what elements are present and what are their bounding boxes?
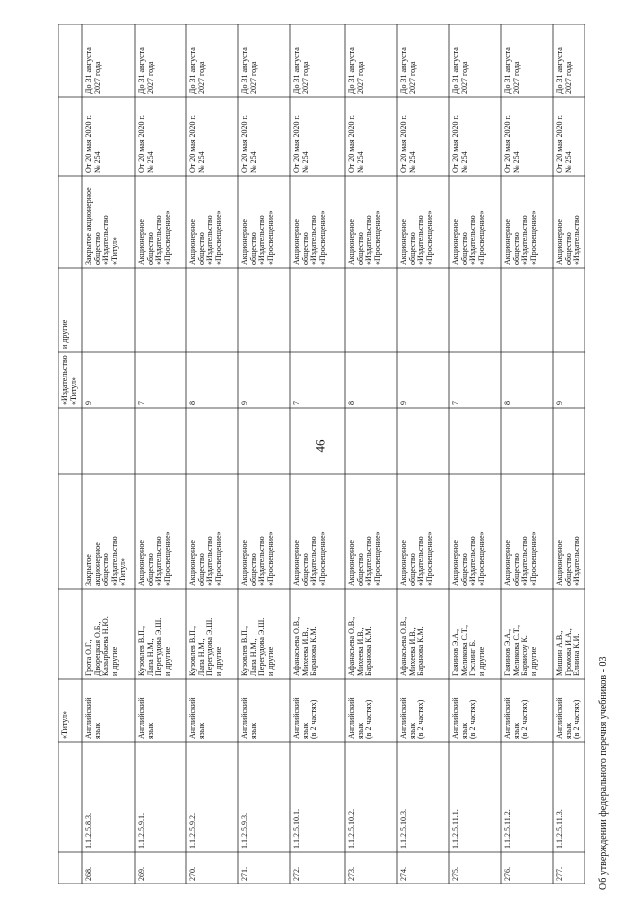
top-row-publisher2 bbox=[58, 679, 82, 742]
cell-publisher bbox=[345, 474, 397, 589]
cell-num-text: 277. bbox=[555, 867, 564, 881]
cell-publisher-text: Акционерное общество «Издательство «Просвещение» bbox=[292, 531, 327, 586]
cell-subject bbox=[449, 679, 501, 742]
cell-code-text: 1.1.2.5.11.2. bbox=[503, 809, 512, 849]
cell-publisher2 bbox=[345, 176, 397, 268]
cell-order bbox=[238, 97, 290, 176]
cell-num bbox=[238, 852, 290, 884]
cell-publisher bbox=[397, 474, 449, 589]
cell-code-text: 1.1.2.5.10.2. bbox=[347, 809, 356, 849]
cell-num bbox=[501, 852, 553, 884]
cell-num bbox=[449, 852, 501, 884]
cell-subject-text: Английский язык (в 2 частях) bbox=[347, 697, 374, 739]
cell-publisher2 bbox=[290, 176, 345, 268]
top-row-publisher-text: «Издательство «Титул» bbox=[60, 355, 78, 405]
cell-authors bbox=[501, 589, 553, 679]
cell-authors-text: Афанасьева О.В., Михеева И.В., Баранова К.М. bbox=[347, 616, 374, 676]
cell-publisher-text: Акционерное общество «Издательство bbox=[555, 536, 582, 586]
cell-code-text: 1.1.2.5.11.3. bbox=[555, 809, 564, 849]
cell-code-text: 1.1.2.5.10.3. bbox=[399, 809, 408, 849]
cell-grade-text: 7 bbox=[137, 401, 146, 405]
cell-authors-text: Кузовлев В.П., Лапа Н.М., Перегудова Э.Ш. и другие bbox=[188, 617, 223, 676]
cell-authors bbox=[135, 589, 186, 679]
cell-order-text: От 20 мая 2020 г. № 254 bbox=[292, 115, 310, 173]
cell-publisher2 bbox=[186, 176, 238, 268]
cell-publisher-text: Акционерное общество «Издательство «Просвещение» bbox=[451, 531, 486, 586]
cell-code bbox=[397, 742, 449, 852]
cell-authors-text: Гаяинов Э.А., Меликова С.Т., Гэслинг Б. и другие bbox=[451, 625, 486, 676]
cell-grade-text: 8 bbox=[188, 401, 197, 405]
cell-term-text: До 31 августа 2027 года bbox=[137, 47, 155, 94]
cell-authors-text: Гаяинов Э.А., Меликова С.Т., Барвисоу К. и другие bbox=[503, 625, 538, 676]
cell-publisher bbox=[553, 474, 585, 589]
cell-code bbox=[290, 742, 345, 852]
cell-authors-text: Афанасьева О.В., Михеева И.В., Баранова К.М. bbox=[292, 616, 319, 676]
cell-grade bbox=[345, 352, 397, 408]
cell-order bbox=[397, 97, 449, 176]
cell-authors-text: Кузовлев В.П., Лапа Н.М., Перегудова Э.Ш. и другие bbox=[137, 617, 172, 676]
cell-code-text: 1.1.2.5.11.1. bbox=[451, 809, 460, 849]
cell-publisher bbox=[82, 474, 135, 589]
cell-publisher2 bbox=[238, 176, 290, 268]
cell-subject-text: Английский язык bbox=[188, 697, 206, 739]
cell-publisher2 bbox=[449, 176, 501, 268]
cell-order-text: От 20 мая 2020 г. № 254 bbox=[347, 115, 365, 173]
page-number: 46 bbox=[312, 439, 328, 453]
cell-publisher2-text: Акционерное общество «Издательство «Просвещение» bbox=[503, 210, 538, 265]
cell-grade bbox=[238, 352, 290, 408]
cell-code-text: 1.1.2.5.10.1. bbox=[292, 809, 301, 849]
cell-order-text: От 20 мая 2020 г. № 254 bbox=[503, 115, 521, 173]
cell-grade bbox=[501, 352, 553, 408]
cell-order bbox=[345, 97, 397, 176]
cell-code bbox=[345, 742, 397, 852]
cell-term-text: До 31 августа 2027 года bbox=[503, 47, 521, 94]
cell-num-text: 275. bbox=[451, 867, 460, 881]
cell-publisher bbox=[135, 474, 186, 589]
cell-code bbox=[553, 742, 585, 852]
cell-num-text: 268. bbox=[84, 867, 93, 881]
cell-code-text: 1.1.2.5.9.3. bbox=[240, 813, 249, 849]
top-row-publisher2-text: «Титул» bbox=[60, 711, 69, 739]
cell-code bbox=[449, 742, 501, 852]
cell-term-text: До 31 августа 2027 года bbox=[451, 47, 469, 94]
cell-publisher bbox=[290, 474, 345, 589]
cell-publisher bbox=[186, 474, 238, 589]
cell-term-text: До 31 августа 2027 года bbox=[188, 47, 206, 94]
cell-grade bbox=[186, 352, 238, 408]
cell-term bbox=[345, 24, 397, 97]
cell-publisher-text: Акционерное общество «Издательство «Просвещение» bbox=[399, 531, 434, 586]
cell-publisher2 bbox=[397, 176, 449, 268]
cell-subject bbox=[82, 679, 135, 742]
cell-grade-text: 8 bbox=[347, 401, 356, 405]
cell-order-text: От 20 мая 2020 г. № 254 bbox=[555, 115, 573, 173]
cell-subject bbox=[290, 679, 345, 742]
cell-term-text: До 31 августа 2027 года bbox=[240, 47, 258, 94]
cell-publisher2 bbox=[553, 176, 585, 268]
cell-num-text: 274. bbox=[399, 867, 408, 881]
cell-subject-text: Английский язык (в 2 частях) bbox=[399, 697, 426, 739]
cell-order-text: От 20 мая 2020 г. № 254 bbox=[240, 115, 258, 173]
footer-text: Об утверждении федерального перечня учебников - 03 bbox=[598, 656, 609, 890]
cell-publisher2 bbox=[82, 176, 135, 268]
cell-grade-text: 9 bbox=[555, 401, 564, 405]
cell-publisher bbox=[238, 474, 290, 589]
cell-authors bbox=[345, 589, 397, 679]
cell-publisher-text: Закрытое акционерное общество «Издательство «Титул» bbox=[84, 536, 128, 586]
cell-order-text: От 20 мая 2020 г. № 254 bbox=[399, 115, 417, 173]
cell-order-text: От 20 мая 2020 г. № 254 bbox=[84, 115, 102, 173]
cell-publisher2-text: Закрытое акционерное общество «Издательство «Титул» bbox=[84, 187, 119, 265]
cell-publisher bbox=[501, 474, 553, 589]
cell-authors-text: Афанасьева О.В., Михеева И.В., Баранова К.М. bbox=[399, 616, 426, 676]
cell-subject-text: Английский язык (в 2 частях) bbox=[555, 697, 582, 739]
cell-authors bbox=[290, 589, 345, 679]
cell-grade bbox=[135, 352, 186, 408]
cell-num bbox=[135, 852, 186, 884]
cell-num bbox=[290, 852, 345, 884]
top-row-authors bbox=[58, 268, 82, 352]
cell-term bbox=[186, 24, 238, 97]
cell-order bbox=[82, 97, 135, 176]
cell-subject-text: Английский язык (в 2 частях) bbox=[292, 697, 319, 739]
cell-code-text: 1.1.2.5.8.3. bbox=[84, 813, 93, 849]
cell-publisher2-text: Акционерное общество «Издательство «Просвещение» bbox=[347, 210, 382, 265]
cell-subject-text: Английский язык (в 2 частях) bbox=[503, 697, 530, 739]
cell-order bbox=[553, 97, 585, 176]
cell-subject bbox=[186, 679, 238, 742]
cell-term bbox=[82, 24, 135, 97]
cell-grade bbox=[290, 352, 345, 408]
cell-publisher2 bbox=[501, 176, 553, 268]
cell-publisher-text: Акционерное общество «Издательство «Просвещение» bbox=[188, 531, 223, 586]
cell-term-text: До 31 августа 2027 года bbox=[84, 47, 102, 94]
cell-term-text: До 31 августа 2027 года bbox=[347, 47, 365, 94]
cell-grade bbox=[397, 352, 449, 408]
cell-order bbox=[290, 97, 345, 176]
cell-num-text: 270. bbox=[188, 867, 197, 881]
cell-num bbox=[397, 852, 449, 884]
cell-num-text: 269. bbox=[137, 867, 146, 881]
cell-publisher2-text: Акционерное общество «Издательство «Просвещение» bbox=[451, 210, 486, 265]
cell-subject-text: Английский язык bbox=[240, 697, 258, 739]
cell-order bbox=[501, 97, 553, 176]
cell-grade-text: 7 bbox=[292, 401, 301, 405]
cell-order bbox=[135, 97, 186, 176]
cell-publisher-text: Акционерное общество «Издательство «Просвещение» bbox=[137, 531, 172, 586]
cell-authors bbox=[449, 589, 501, 679]
cell-publisher2 bbox=[135, 176, 186, 268]
cell-order-text: От 20 мая 2020 г. № 254 bbox=[188, 115, 206, 173]
cell-num-text: 272. bbox=[292, 867, 301, 881]
cell-publisher2-text: Акционерное общество «Издательство «Просвещение» bbox=[292, 210, 327, 265]
cell-term bbox=[501, 24, 553, 97]
cell-grade bbox=[449, 352, 501, 408]
cell-subject-text: Английский язык (в 2 частях) bbox=[451, 697, 478, 739]
document-table-rotated bbox=[58, 24, 585, 884]
cell-code bbox=[82, 742, 135, 852]
cell-subject bbox=[397, 679, 449, 742]
cell-code bbox=[501, 742, 553, 852]
cell-num bbox=[186, 852, 238, 884]
cell-term-text: До 31 августа 2027 года bbox=[399, 47, 417, 94]
cell-num bbox=[345, 852, 397, 884]
cell-term-text: До 31 августа 2027 года bbox=[292, 47, 310, 94]
cell-publisher2-text: Акционерное общество «Издательство bbox=[555, 215, 582, 265]
cell-grade-text: 9 bbox=[399, 401, 408, 405]
cell-grade-text: 7 bbox=[451, 401, 460, 405]
cell-code bbox=[186, 742, 238, 852]
cell-authors-text: Кузовлев В.П., Лапа Н.М., Перегудова Э.Ш. и другие bbox=[240, 617, 275, 676]
cell-subject-text: Английский язык bbox=[84, 697, 102, 739]
cell-publisher2-text: Акционерное общество «Издательство «Просвещение» bbox=[137, 210, 172, 265]
cell-grade-text: 9 bbox=[240, 401, 249, 405]
top-row-publisher bbox=[58, 352, 82, 408]
cell-authors bbox=[82, 589, 135, 679]
cell-subject bbox=[238, 679, 290, 742]
cell-publisher bbox=[449, 474, 501, 589]
cell-subject bbox=[135, 679, 186, 742]
cell-code bbox=[135, 742, 186, 852]
cell-grade-text: 8 bbox=[503, 401, 512, 405]
cell-publisher2-text: Акционерное общество «Издательство «Просвещение» bbox=[399, 210, 434, 265]
cell-order bbox=[186, 97, 238, 176]
cell-authors-text: Грота О.Г., Дворецкая О.Б., Казырбаева Н.Ю. и другие bbox=[84, 616, 119, 676]
top-row-authors-text: и другие bbox=[60, 319, 69, 349]
cell-subject bbox=[501, 679, 553, 742]
cell-term bbox=[135, 24, 186, 97]
cell-order-text: От 20 мая 2020 г. № 254 bbox=[451, 115, 469, 173]
cell-subject bbox=[345, 679, 397, 742]
cell-order-text: От 20 мая 2020 г. № 254 bbox=[137, 115, 155, 173]
cell-num-text: 273. bbox=[347, 867, 356, 881]
cell-code bbox=[238, 742, 290, 852]
cell-term bbox=[290, 24, 345, 97]
cell-grade bbox=[553, 352, 585, 408]
cell-publisher-text: Акционерное общество «Издательство «Просвещение» bbox=[240, 531, 275, 586]
cell-code-text: 1.1.2.5.9.2. bbox=[188, 813, 197, 849]
cell-order bbox=[449, 97, 501, 176]
cell-publisher-text: Акционерное общество «Издательство «Просвещение» bbox=[347, 531, 382, 586]
cell-authors-text: Мишин А.В., Громова И.А., Елнина К.И. bbox=[555, 628, 582, 676]
cell-publisher2-text: Акционерное общество «Издательство «Просвещение» bbox=[188, 210, 223, 265]
cell-authors bbox=[397, 589, 449, 679]
cell-term bbox=[553, 24, 585, 97]
cell-grade-text: 9 bbox=[84, 401, 93, 405]
cell-authors bbox=[553, 589, 585, 679]
cell-authors bbox=[238, 589, 290, 679]
cell-authors bbox=[186, 589, 238, 679]
cell-num-text: 276. bbox=[503, 867, 512, 881]
cell-num bbox=[82, 852, 135, 884]
cell-num-text: 271. bbox=[240, 867, 249, 881]
cell-term bbox=[397, 24, 449, 97]
cell-term-text: До 31 августа 2027 года bbox=[555, 47, 573, 94]
cell-publisher2-text: Акционерное общество «Издательство «Просвещение» bbox=[240, 210, 275, 265]
cell-subject-text: Английский язык bbox=[137, 697, 155, 739]
cell-grade bbox=[82, 352, 135, 408]
cell-code-text: 1.1.2.5.9.1. bbox=[137, 813, 146, 849]
cell-publisher-text: Акционерное общество «Издательство «Просвещение» bbox=[503, 531, 538, 586]
cell-subject bbox=[553, 679, 585, 742]
cell-num bbox=[553, 852, 585, 884]
cell-term bbox=[238, 24, 290, 97]
cell-term bbox=[449, 24, 501, 97]
